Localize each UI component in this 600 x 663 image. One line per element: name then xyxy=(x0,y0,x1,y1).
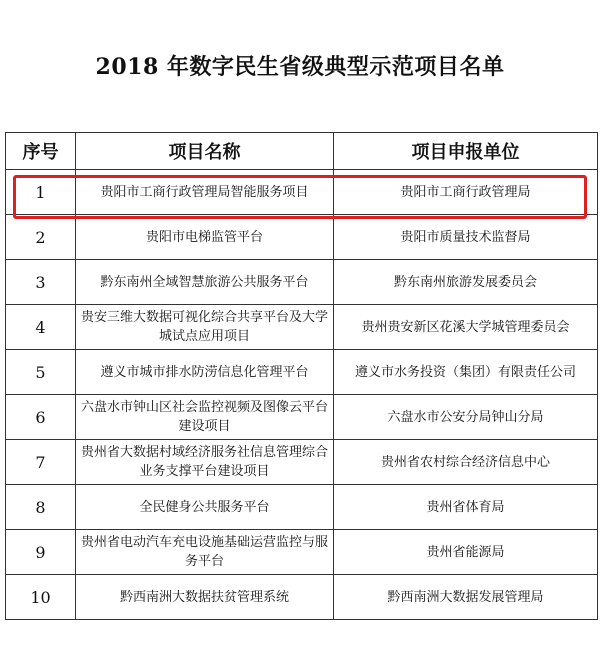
row-applicant-unit: 六盘水市公安分局钟山分局 xyxy=(334,395,598,440)
table-row xyxy=(6,485,598,530)
row-serial-number: 9 xyxy=(6,530,76,575)
row-project-name: 遵义市城市排水防涝信息化管理平台 xyxy=(76,350,334,395)
row-applicant-unit: 贵州省体育局 xyxy=(334,485,598,530)
row-applicant-unit: 贵州省能源局 xyxy=(334,530,598,575)
row-project-name: 贵阳市工商行政管理局智能服务项目 xyxy=(76,170,334,215)
row-serial-number: 1 xyxy=(6,170,76,215)
row-project-name: 黔东南州全域智慧旅游公共服务平台 xyxy=(76,260,334,305)
row-applicant-unit: 贵州省农村综合经济信息中心 xyxy=(334,440,598,485)
row-serial-number: 4 xyxy=(6,305,76,350)
row-serial-number: 10 xyxy=(6,575,76,620)
row-applicant-unit: 遵义市水务投资（集团）有限责任公司 xyxy=(334,350,598,395)
row-serial-number: 8 xyxy=(6,485,76,530)
row-serial-number: 3 xyxy=(6,260,76,305)
row-applicant-unit: 黔东南州旅游发展委员会 xyxy=(334,260,598,305)
table-row xyxy=(6,215,598,260)
table-row xyxy=(6,395,598,440)
project-table xyxy=(5,132,598,620)
document-title: 2018 年数字民生省级典型示范项目名单 xyxy=(95,54,505,80)
row-project-name: 全民健身公共服务平台 xyxy=(76,485,334,530)
row-project-name: 贵安三维大数据可视化综合共享平台及大学城试点应用项目 xyxy=(76,305,334,350)
row-serial-number: 2 xyxy=(6,215,76,260)
table-row xyxy=(6,170,598,215)
row-serial-number: 5 xyxy=(6,350,76,395)
table-row xyxy=(6,260,598,305)
row-serial-number: 7 xyxy=(6,440,76,485)
row-applicant-unit: 黔西南洲大数据发展管理局 xyxy=(334,575,598,620)
project-table-container xyxy=(5,132,597,620)
header-project-name: 项目名称 xyxy=(76,133,334,170)
row-applicant-unit: 贵阳市工商行政管理局 xyxy=(334,170,598,215)
table-row xyxy=(6,305,598,350)
header-applicant-unit: 项目申报单位 xyxy=(334,133,598,170)
row-project-name: 六盘水市钟山区社会监控视频及图像云平台建设项目 xyxy=(76,395,334,440)
row-project-name: 贵阳市电梯监管平台 xyxy=(76,215,334,260)
table-row xyxy=(6,530,598,575)
table-row xyxy=(6,575,598,620)
row-serial-number: 6 xyxy=(6,395,76,440)
row-project-name: 黔西南洲大数据扶贫管理系统 xyxy=(76,575,334,620)
table-row xyxy=(6,440,598,485)
header-serial-number: 序号 xyxy=(6,133,76,170)
table-header-row xyxy=(6,133,598,170)
row-applicant-unit: 贵阳市质量技术监督局 xyxy=(334,215,598,260)
row-applicant-unit: 贵州贵安新区花溪大学城管理委员会 xyxy=(334,305,598,350)
table-row xyxy=(6,350,598,395)
row-project-name: 贵州省大数据村域经济服务社信息管理综合业务支撑平台建设项目 xyxy=(76,440,334,485)
row-project-name: 贵州省电动汽车充电设施基础运营监控与服务平台 xyxy=(76,530,334,575)
